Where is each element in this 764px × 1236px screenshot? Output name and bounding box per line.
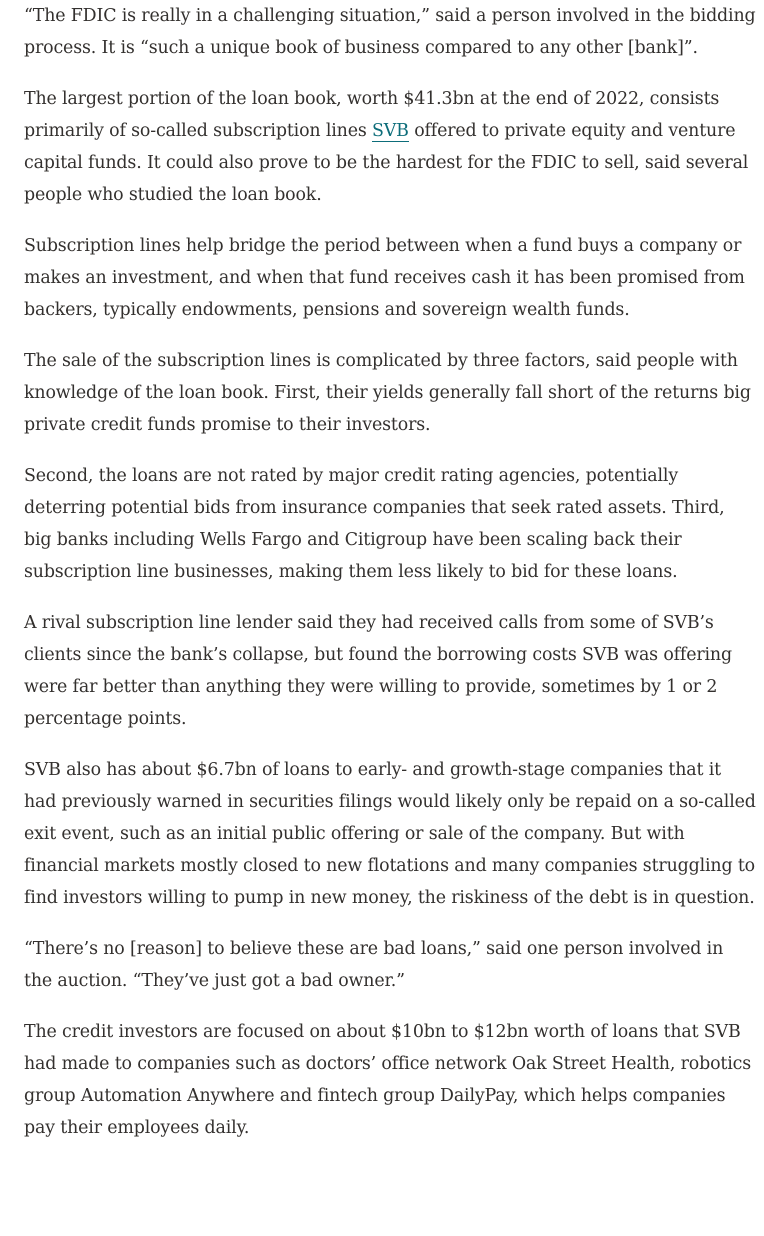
paragraph-text-after-link: offered to private equity and venture capital funds. It could also prove to be the hardest for the FDIC to sell, said several people who studied the loan book.: [24, 121, 749, 205]
paragraph-credit-investors: The credit investors are focused on about $10bn to $12bn worth of loans that SVB had made to companies such as doctors’ office network Oak Street Health, robotics group Automation Anywhere and fintech group DailyPay, which helps companies pay their employees daily.: [24, 1022, 752, 1138]
paragraph-three-factors: The sale of the subscription lines is complicated by three factors, said people with knowledge of the loan book. First, their yields generally fall short of the returns big private credit funds promise to their investors.: [24, 351, 751, 435]
paragraph-not-rated: Second, the loans are not rated by major credit rating agencies, potentially deterring potential bids from insurance companies that seek rated assets. Third, big banks including Wells Fargo and Citigroup have been scaling back their subscription line businesses, making them less likely to bid for these loans.: [24, 466, 725, 582]
paragraph-bad-owner-quote: “There’s no [reason] to believe these are bad loans,” said one person involved in the auction. “They’ve just got a bad owner.”: [24, 939, 724, 991]
paragraph-subscription-lines: Subscription lines help bridge the period between when a fund buys a company or makes an investment, and when that fund receives cash it has been promised from backers, typically endowments, pensions and sovereign wealth funds.: [24, 236, 745, 320]
svb-link[interactable]: SVB: [372, 121, 409, 141]
paragraph-text-before-link: The largest portion of the loan book, worth $41.3bn at the end of 2022, consists primarily of so-called subscription lines: [24, 89, 720, 141]
paragraph-fdic-challenging: “The FDIC is really in a challenging situation,” said a person involved in the bidding process. It is “such a unique book of business compared to any other [bank]”.: [24, 6, 756, 58]
paragraph-early-growth-loans: SVB also has about $6.7bn of loans to early- and growth-stage companies that it had previously warned in securities filings would likely only be repaid on a so-called exit event, such as an initial public offering or sale of the company. But with financial markets mostly closed to new flotations and many companies struggling to find investors willing to pump in new money, the riskiness of the debt is in question.: [24, 760, 756, 908]
paragraph-largest-portion: [24, 83, 756, 211]
paragraph-rival-lender: A rival subscription line lender said they had received calls from some of SVB’s clients since the bank’s collapse, but found the borrowing costs SVB was offering were far better than anything they were willing to provide, sometimes by 1 or 2 percentage points.: [24, 613, 732, 729]
article-body: [24, 0, 756, 1163]
